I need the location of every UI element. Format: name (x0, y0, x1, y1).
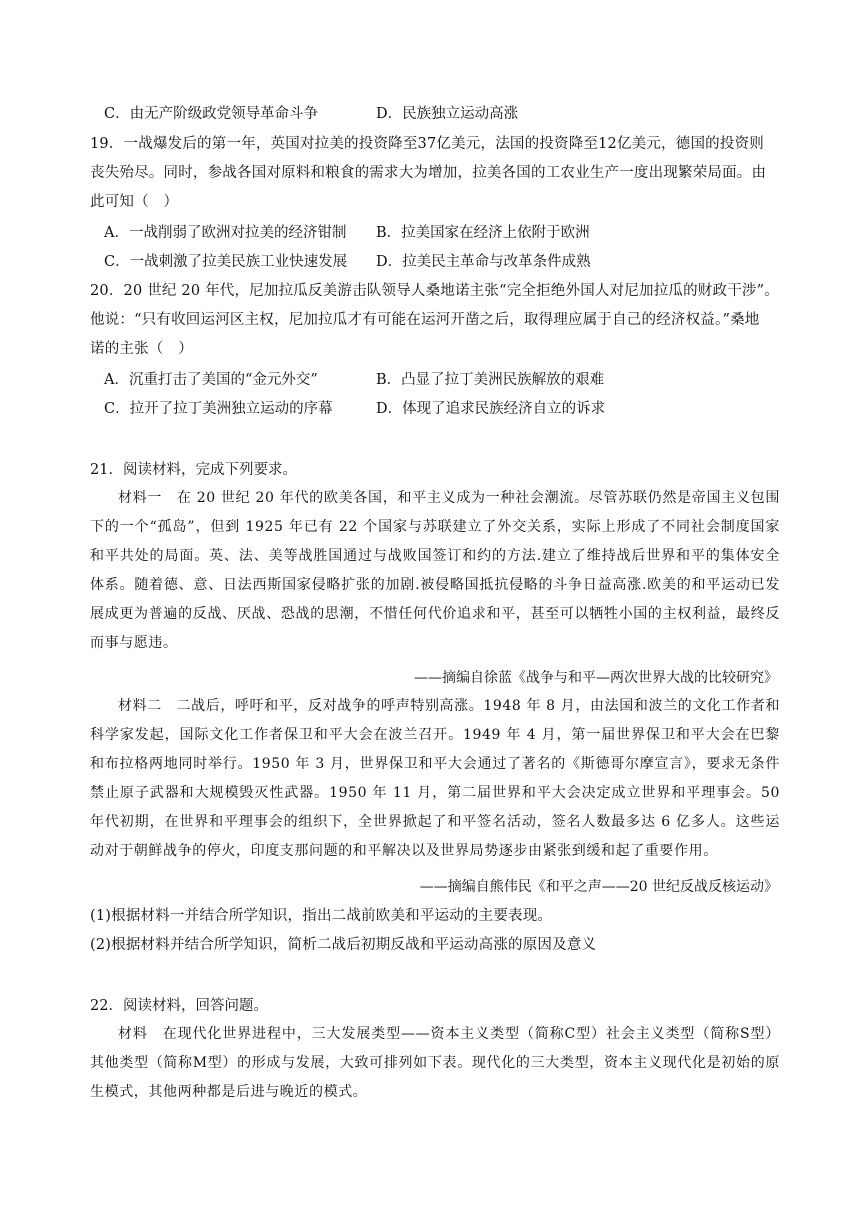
q21-material-2: 材料二 二战后，呼吁和平，反对战争的呼声特别高涨。1948 年 8 月，由法国和波兰的文化工作者和科学家发起，国际文化工作者保卫和平大会在波兰召开。1949 年 4 月，第一届世界保卫和平大会在巴黎和布拉格两地同时举行。1950 年 3 月，世界保卫和平大会通过了著名的《斯德哥尔摩宣言》，要求无条件禁止原子武器和大规模毁灭性武器。1950 年 11 月，第二届世界和平大会决定成立世界和平理事会。50 年代初期，在世界和平理事会的组织下，全世界掀起了和平签名活动，签名人数最多达 6 亿多人。这些运动对于朝鲜战争的停火，印度支那问题的和平解决以及世界局势逐步由紧张到缓和起了重要作用。 (90, 698, 780, 859)
q19-stem-line-2: 丧失殆尽。同时，参战各国对原料和粮食的需求大为增加，拉美各国的工农业生产一度出现繁荣局面。由 (90, 165, 767, 181)
q19-option-d[interactable]: D．拉美民主革命与改革条件成熟 (376, 254, 591, 270)
q20-option-b[interactable]: B．凸显了拉丁美洲民族解放的艰难 (376, 372, 605, 388)
q21-title: 21．阅读材料，完成下列要求。 (90, 462, 297, 478)
q19-stem-line-3: 此可知（ ） (90, 194, 179, 210)
q20-stem-line-3: 诺的主张（ ） (90, 341, 193, 357)
q19-option-a[interactable]: A．一战削弱了欧洲对拉美的经济钳制 (104, 225, 347, 241)
q20-option-a[interactable]: A．沉重打击了美国的“金元外交” (104, 372, 318, 388)
q18-option-d[interactable]: D．民族独立运动高涨 (376, 106, 519, 122)
q20-stem-line-1: 20．20 世纪 20 年代，尼加拉瓜反美游击队领导人桑地诺主张“完全拒绝外国人对尼加拉瓜的财政干涉”。 (90, 283, 779, 299)
q21-requirement-2: (2)根据材料并结合所学知识，简析二战后初期反战和平运动高涨的原因及意义 (90, 937, 597, 953)
q20-option-c[interactable]: C．拉开了拉丁美洲独立运动的序幕 (104, 401, 333, 417)
q19-option-b[interactable]: B．拉美国家在经济上依附于欧洲 (376, 225, 590, 241)
q19-option-c[interactable]: C．一战刺激了拉美民族工业快速发展 (104, 254, 348, 270)
q20-stem-line-2: 他说：“只有收回运河区主权，尼加拉瓜才有可能在运河开凿之后，取得理应属于自己的经济权益。”桑地 (90, 312, 760, 328)
q22-material: 材料 在现代化世界进程中，三大发展类型——资本主义类型（简称C型）社会主义类型（简称S型）其他类型（简称M型）的形成与发展，大致可排列如下表。现代化的三大类型，资本主义现代化是初始的原生模式，其他两种都是后进与晚近的模式。 (90, 1026, 780, 1100)
q21-source-2: ——摘编自熊伟民《和平之声——20 世纪反战反核运动》 (419, 879, 778, 895)
q21-source-1: ——摘编自徐蓝《战争与和平—两次世界大战的比较研究》 (414, 670, 778, 686)
q21-requirement-1: (1)根据材料一并结合所学知识，指出二战前欧美和平运动的主要表现。 (90, 908, 553, 924)
q19-stem-line-1: 19．一战爆发后的第一年，英国对拉美的投资降至37亿美元，法国的投资降至12亿美元，德国的投资则 (90, 136, 764, 152)
q21-material-1: 材料一 在 20 世纪 20 年代的欧美各国，和平主义成为一种社会潮流。尽管苏联仍然是帝国主义包围下的一个“孤岛”，但到 1925 年已有 22 个国家与苏联建立了外交关系，实际上形成了不同社会制度国家和平共处的局面。英、法、美等战胜国通过与战败国签订和约的方法.建立了维持战后世界和平的集体安全体系。随着德、意、日法西斯国家侵略扩张的加剧.被侵略国抵抗侵略的斗争日益高涨.欧美的和平运动已发展成更为普遍的反战、厌战、恐战的思潮，不惜任何代价追求和平，甚至可以牺牲小国的主权利益，最终反而事与愿违。 (90, 490, 780, 651)
q18-option-c[interactable]: C．由无产阶级政党领导革命斗争 (104, 106, 319, 122)
q20-option-d[interactable]: D．体现了追求民族经济自立的诉求 (376, 401, 606, 417)
q22-title: 22．阅读材料，回答问题。 (90, 998, 268, 1014)
